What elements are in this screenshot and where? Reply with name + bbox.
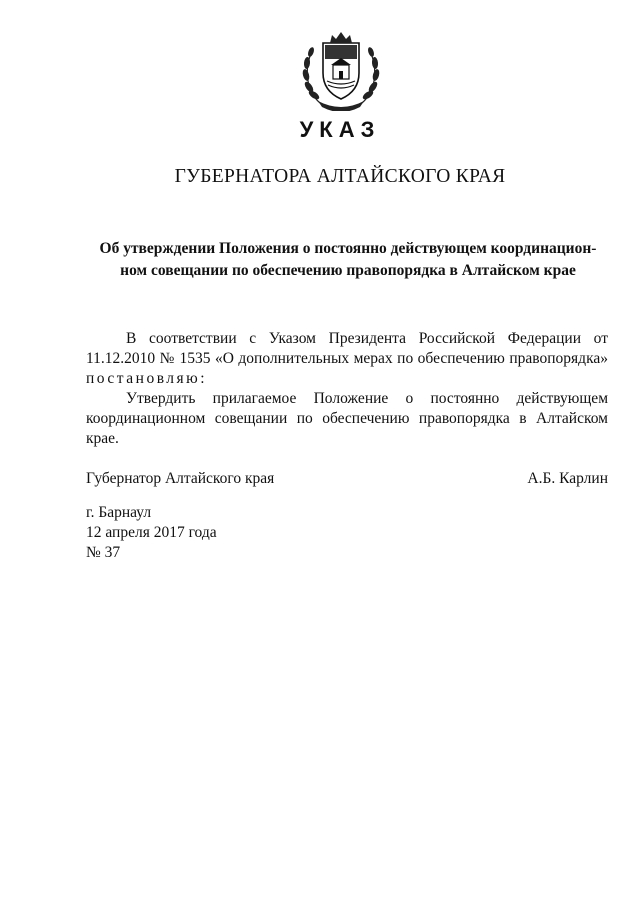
city: г. Барнаул: [86, 504, 152, 521]
document-title: УКАЗ: [299, 117, 381, 142]
paragraph-2: Утвердить прилагаемое Положение о постоянно действующем координационном совещании по обеспечению правопорядка в Алтайском крае.: [86, 390, 608, 447]
signer-title: Губернатор Алтайского края: [86, 470, 275, 487]
heading-line-1: Об утверждении Положения о постоянно действующем координацион-: [99, 240, 597, 257]
paragraph-1-text: В соответствии с Указом Президента Российской Федерации от 11.12.2010 № 1535 «О дополнительных мерах по обеспечению правопорядка»: [86, 330, 608, 367]
document-body: [86, 329, 608, 449]
document-subtitle: ГУБЕРНАТОРА АЛТАЙСКОГО КРАЯ: [174, 166, 506, 187]
paragraph-1-decree-word: постановляю:: [86, 370, 208, 387]
document-footer: [86, 503, 217, 563]
document-heading: [88, 238, 608, 282]
heading-line-2: ном совещании по обеспечению правопорядка в Алтайском крае: [120, 262, 576, 279]
date: 12 апреля 2017 года: [86, 524, 217, 541]
paragraph-1: [86, 329, 608, 389]
coat-of-arms-icon: [300, 25, 382, 111]
signer-name: А.Б. Карлин: [527, 470, 608, 487]
document-number: № 37: [86, 544, 121, 561]
